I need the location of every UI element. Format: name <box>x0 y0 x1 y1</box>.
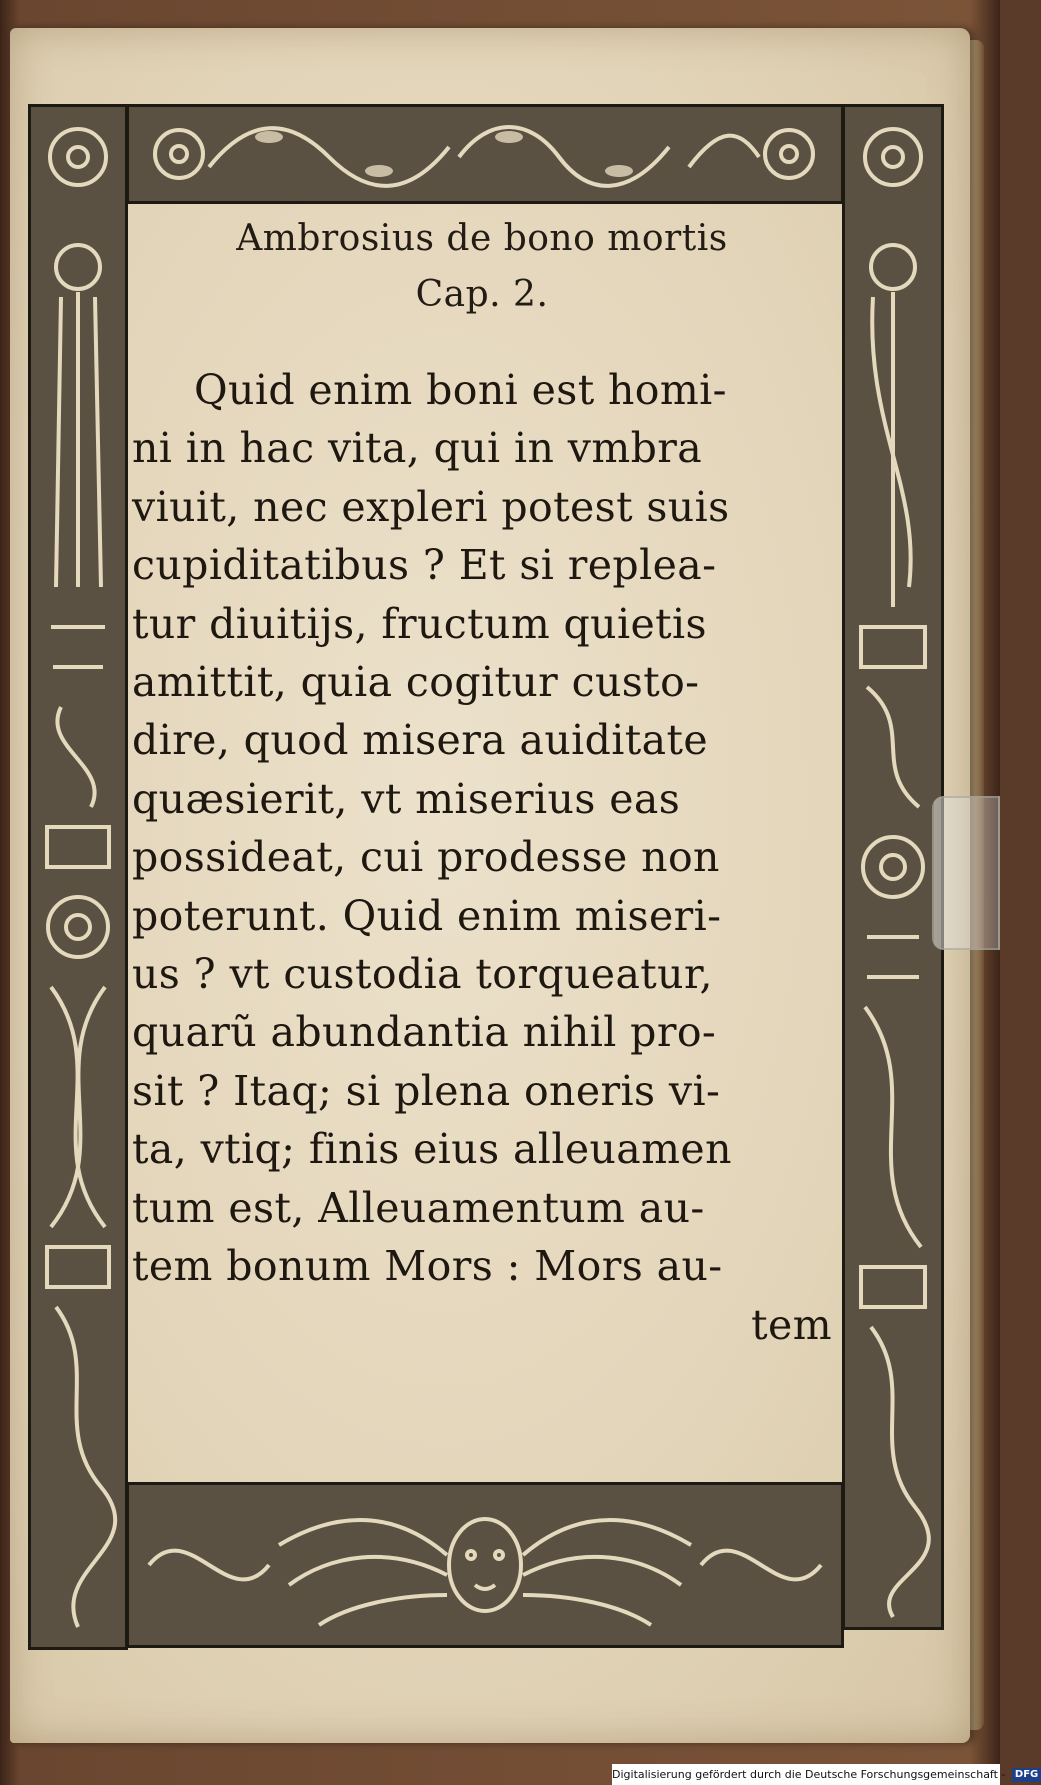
woodcut-border-top <box>126 104 844 204</box>
heading-chapter: Cap. 2. <box>415 274 549 315</box>
text-line: Quid enim boni est homi- <box>194 366 727 414</box>
text-line: poterunt. Quid enim miseri- <box>132 891 722 940</box>
text-line: tem bonum Mors : Mors au- <box>132 1242 723 1291</box>
dfg-logo: DFG <box>1012 1768 1041 1782</box>
text-line: quarũ abundantia nihil pro- <box>132 1008 717 1057</box>
text-line: ta, vtiq; finis eius alleuamen <box>132 1125 732 1174</box>
text-line: dire, quod misera auiditate <box>132 716 709 765</box>
woodcut-border-bottom <box>126 1482 844 1648</box>
text-line: viuit, nec expleri potest suis <box>132 482 730 531</box>
text-line: sit ? Itaq; si plena oneris vi- <box>132 1066 721 1115</box>
text-line: quæsierit, vt miserius eas <box>132 774 681 823</box>
text-line: ni in hac vita, qui in vmbra <box>132 424 703 473</box>
catchword: tem <box>751 1300 832 1349</box>
text-line: possideat, cui prodesse non <box>132 833 720 882</box>
digitization-credit <box>612 1764 1039 1785</box>
text-line: amittit, quia cogitur custo- <box>132 658 700 707</box>
text-line: cupiditatibus ? Et si replea- <box>132 541 717 590</box>
text-line: us ? vt custodia torqueatur, <box>132 950 713 999</box>
saint-column-ornament-icon <box>31 107 125 1647</box>
heading-title: Ambrosius de bono mortis <box>236 218 728 259</box>
winged-cherub-ornament-icon <box>129 1485 841 1645</box>
floral-ornament-icon <box>129 107 841 201</box>
chapter-heading <box>132 211 832 323</box>
woodcut-border-left <box>28 104 128 1650</box>
figure-column-ornament-icon <box>845 107 941 1627</box>
page-clip <box>932 796 1000 950</box>
credit-text: Digitalisierung gefördert durch die Deutsche Forschungsgemeinschaft - <box>612 1768 1006 1781</box>
text-block <box>132 205 832 1455</box>
body-paragraph <box>132 361 832 1354</box>
text-line: tur diuitijs, fructum quietis <box>132 599 707 648</box>
woodcut-border-right <box>842 104 944 1630</box>
text-line: tum est, Alleuamentum au- <box>132 1183 705 1232</box>
